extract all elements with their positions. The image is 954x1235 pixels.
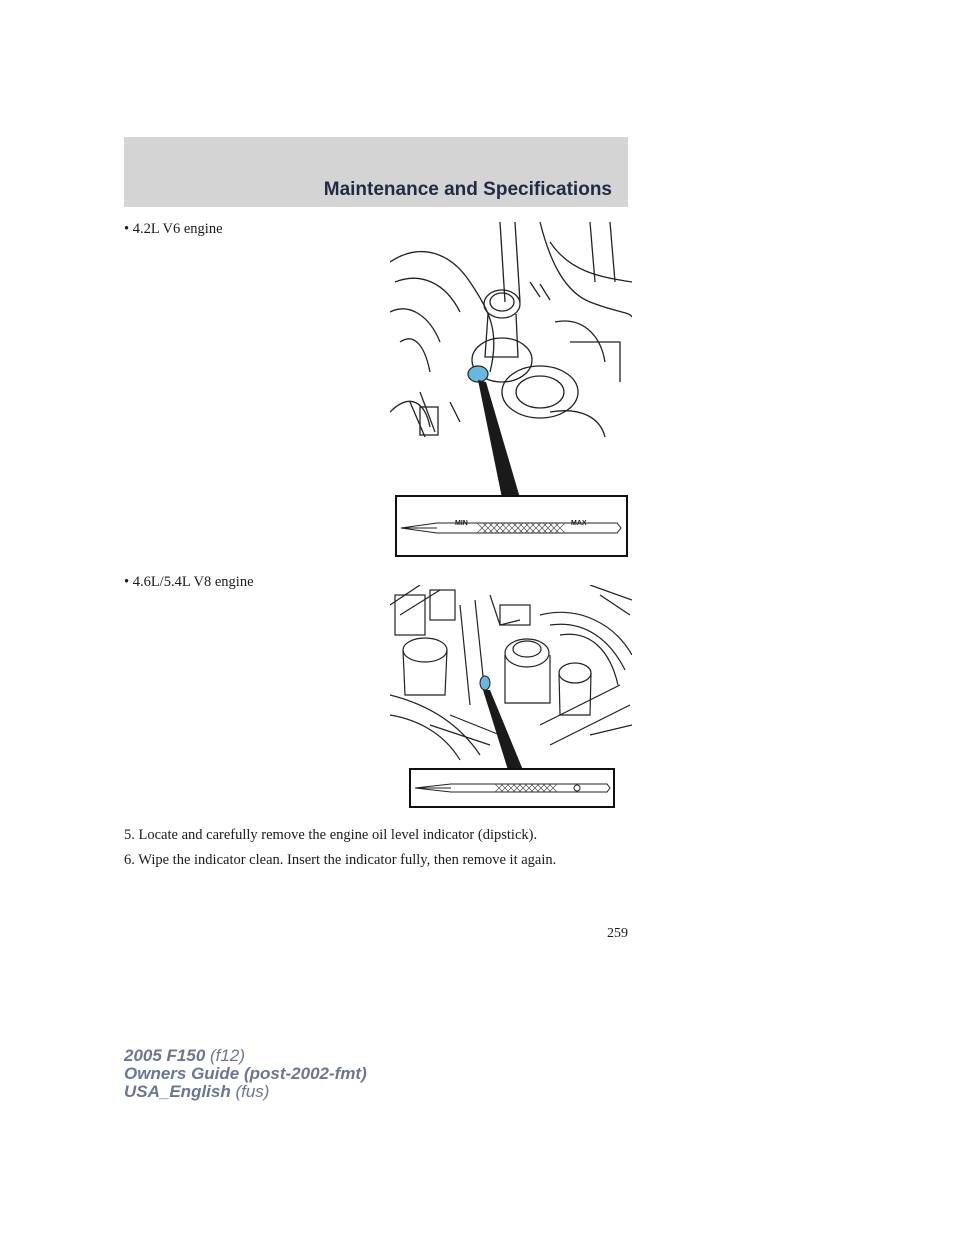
bullet-v6-engine: • 4.2L V6 engine [124, 221, 223, 237]
footer-guide: Owners Guide (post-2002-fmt) [124, 1064, 367, 1083]
step-5: 5. Locate and carefully remove the engine oil level indicator (dipstick). [124, 827, 538, 843]
dipstick-inset-v8 [409, 768, 615, 808]
dipstick-max-label: MAX [571, 520, 587, 527]
dipstick-v8-drawing [411, 770, 613, 806]
page-title: Maintenance and Specifications [323, 179, 612, 200]
footer-model: 2005 F150 [124, 1046, 206, 1065]
footer-language: USA_English [124, 1082, 231, 1101]
step-6: 6. Wipe the indicator clean. Insert the indicator fully, then remove it again. [124, 852, 557, 868]
footer-line-3 [124, 1083, 367, 1101]
header-band [124, 137, 628, 207]
footer-language-code: (fus) [230, 1082, 270, 1101]
dipstick-min-label: MIN [455, 520, 468, 527]
footer-line-2 [124, 1065, 367, 1083]
engine-v8-illustration [390, 585, 632, 770]
footer-model-code: (f12) [205, 1046, 245, 1065]
footer-line-1 [124, 1047, 367, 1065]
bullet-v8-engine: • 4.6L/5.4L V8 engine [124, 574, 254, 590]
page-number: 259 [607, 926, 628, 941]
footer [124, 1047, 367, 1101]
dipstick-inset-v6 [395, 495, 628, 557]
dipstick-v6-drawing [397, 497, 626, 555]
